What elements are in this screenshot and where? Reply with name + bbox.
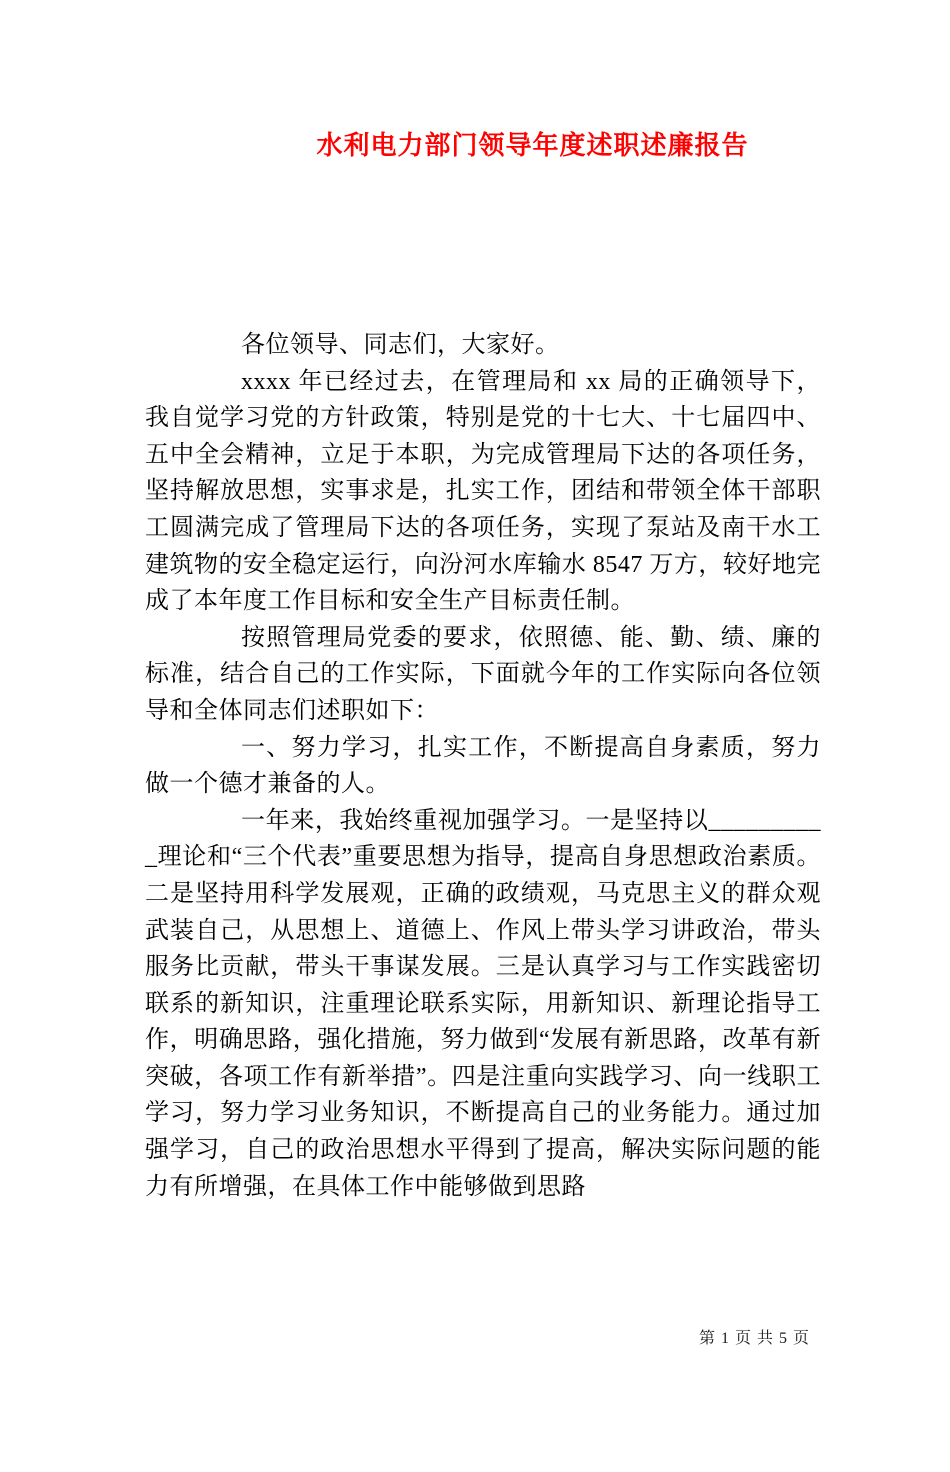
document-title: 水利电力部门领导年度述职述廉报告 — [316, 131, 749, 160]
paragraph-section-one-heading: 一、努力学习，扎实工作，不断提高自身素质，努力做一个德才兼备的人。 — [145, 734, 821, 798]
document-body — [145, 327, 821, 1205]
paragraph-report-basis: 按照管理局党委的要求，依照德、能、勤、绩、廉的标准，结合自己的工作实际，下面就今年的工作实际向各位领导和全体同志们述职如下： — [145, 624, 821, 724]
paragraph-year-summary: xxxx 年已经过去，在管理局和 xx 局的正确领导下，我自觉学习党的方针政策，特别是党的十七大、十七届四中、五中全会精神，立足于本职，为完成管理局下达的各项任务，坚持解放思想，实事求是，扎实工作，团结和带领全体干部职工圆满完成了管理局下达的各项任务，实现了泵站及南干水工建筑物的安全稳定运行，向汾河水库输水 8547 万方，较好地完成了本年度工作目标和安全生产目标责任制。 — [145, 368, 821, 615]
paragraph-greeting: 各位领导、同志们，大家好。 — [241, 332, 560, 358]
paragraph-study-details: 一年来，我始终重视加强学习。一是坚持以__________理论和“三个代表”重要思想为指导，提高自身思想政治素质。二是坚持用科学发展观，正确的政绩观，马克思主义的群众观武装自己，从思想上、道德上、作风上带头学习讲政治，带头服务比贡献，带头干事谋发展。三是认真学习与工作实践密切联系的新知识，注重理论联系实际，用新知识、新理论指导工作，明确思路，强化措施，努力做到“发展有新思路，改革有新突破，各项工作有新举措”。四是注重向实践学习、向一线职工学习，努力学习业务知识，不断提高自己的业务能力。通过加强学习，自己的政治思想水平得到了提高，解决实际问题的能力有所增强，在具体工作中能够做到思路 — [145, 807, 821, 1200]
document-page — [0, 128, 950, 1472]
page-number-indicator: 第 1 页 共 5 页 — [698, 1330, 810, 1347]
